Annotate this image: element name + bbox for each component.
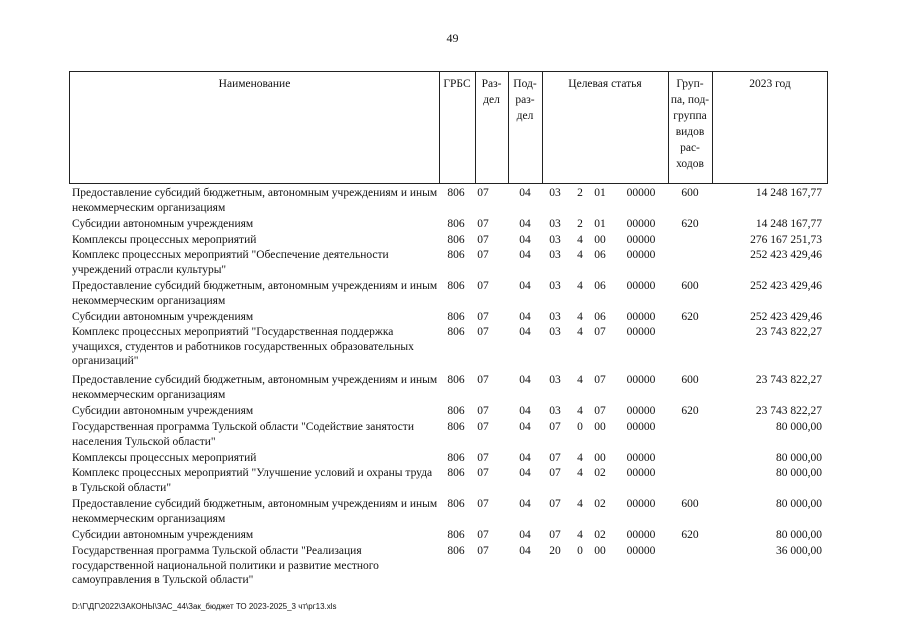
row-amount: 252 423 429,46 [750,280,822,292]
row-grbs: 806 [447,326,465,338]
row-vr: 620 [681,529,699,541]
row-cs1: 07 [549,529,561,541]
row-amount: 276 167 251,73 [750,234,822,246]
row-amount: 80 000,00 [776,498,822,510]
row-name: Комплекс процессных мероприятий "Обеспечение деятельности учреждений отрасли культуры" [72,249,389,276]
row-cs4: 00000 [626,326,656,338]
row-name: Предоставление субсидий бюджетным, автономным учреждениям и иным некоммерческим организациям [72,280,438,307]
header-target: Целевая статья [568,78,642,90]
table-header [69,71,828,184]
row-pr: 04 [519,311,531,323]
row-amount: 80 000,00 [776,421,822,433]
row-cs2: 0 [577,421,583,433]
row-amount: 36 000,00 [776,545,822,557]
row-cs1: 03 [549,187,561,199]
row-cs4: 00000 [626,374,656,386]
row-vr: 620 [681,218,699,230]
row-cs2: 4 [577,326,583,338]
row-cs3: 06 [594,249,606,261]
row-cs4: 00000 [626,421,656,433]
row-name: Комплексы процессных мероприятий [72,234,257,246]
row-pr: 04 [519,280,531,292]
row-cs4: 00000 [626,187,656,199]
row-cs2: 4 [577,249,583,261]
row-rz: 07 [477,187,489,199]
row-cs2: 4 [577,467,583,479]
row-vr: 600 [681,280,699,292]
row-cs3: 07 [594,326,606,338]
row-rz: 07 [477,467,489,479]
row-name: Субсидии автономным учреждениям [72,529,254,541]
row-cs1: 03 [549,249,561,261]
row-cs2: 4 [577,280,583,292]
row-amount: 14 248 167,77 [755,187,822,199]
row-pr: 04 [519,529,531,541]
row-rz: 07 [477,326,489,338]
row-cs4: 00000 [626,529,656,541]
row-cs1: 03 [549,218,561,230]
page-number: 49 [446,31,459,45]
row-name: Комплекс процессных мероприятий "Государственная поддержка учащихся, студентов и работников государственных образовательных организаций" [72,326,414,367]
row-cs3: 07 [594,405,606,417]
row-grbs: 806 [447,498,465,510]
row-rz: 07 [477,421,489,433]
row-cs2: 4 [577,311,583,323]
row-name: Предоставление субсидий бюджетным, автономным учреждениям и иным некоммерческим организациям [72,498,438,525]
row-rz: 07 [477,545,489,557]
row-cs1: 20 [549,545,561,557]
row-cs4: 00000 [626,498,656,510]
row-cs2: 4 [577,234,583,246]
row-grbs: 806 [447,234,465,246]
row-rz: 07 [477,249,489,261]
file-path: D:\Г\ДГ\2022\ЗАКОНЫ\ЗАС_44\Зак_бюджет ТО 2023-2025_3 чт\рг13.xls [72,602,337,611]
row-vr: 600 [681,187,699,199]
row-cs3: 00 [594,234,606,246]
row-cs4: 00000 [626,452,656,464]
row-rz: 07 [477,529,489,541]
row-cs1: 03 [549,405,561,417]
row-cs3: 00 [594,545,606,557]
row-pr: 04 [519,326,531,338]
row-cs2: 4 [577,374,583,386]
row-cs3: 07 [594,374,606,386]
row-cs4: 00000 [626,405,656,417]
row-grbs: 806 [447,529,465,541]
row-cs1: 07 [549,452,561,464]
row-rz: 07 [477,498,489,510]
row-amount: 252 423 429,46 [750,311,822,323]
row-cs2: 4 [577,405,583,417]
header-year: 2023 год [749,78,791,90]
row-cs2: 2 [577,187,583,199]
row-amount: 252 423 429,46 [750,249,822,261]
row-cs3: 01 [594,218,606,230]
row-grbs: 806 [447,187,465,199]
row-cs4: 00000 [626,467,656,479]
row-cs4: 00000 [626,545,656,557]
row-name: Комплексы процессных мероприятий [72,452,257,464]
row-vr: 600 [681,498,699,510]
header-grbs: ГРБС [443,78,471,90]
row-cs3: 02 [594,498,606,510]
row-rz: 07 [477,234,489,246]
row-pr: 04 [519,467,531,479]
row-rz: 07 [477,405,489,417]
row-rz: 07 [477,218,489,230]
row-amount: 80 000,00 [776,452,822,464]
row-amount: 23 743 822,27 [755,326,822,338]
row-pr: 04 [519,187,531,199]
row-name: Государственная программа Тульской области "Содействие занятости населения Тульской области" [72,421,414,448]
row-cs2: 4 [577,452,583,464]
row-name: Субсидии автономным учреждениям [72,218,254,230]
row-pr: 04 [519,374,531,386]
row-cs2: 4 [577,529,583,541]
row-cs1: 03 [549,326,561,338]
row-cs1: 03 [549,311,561,323]
row-name: Комплекс процессных мероприятий "Улучшение условий и охраны труда в Тульской области" [72,467,433,494]
row-grbs: 806 [447,374,465,386]
row-grbs: 806 [447,405,465,417]
header-podrazdel: Под- раз- дел [513,78,537,122]
row-pr: 04 [519,234,531,246]
row-cs2: 4 [577,498,583,510]
row-vr: 620 [681,311,699,323]
row-cs4: 00000 [626,218,656,230]
row-grbs: 806 [447,467,465,479]
row-name: Субсидии автономным учреждениям [72,311,254,323]
row-pr: 04 [519,249,531,261]
header-razdel: Раз- дел [481,78,502,106]
row-cs4: 00000 [626,280,656,292]
row-cs3: 06 [594,311,606,323]
row-name: Предоставление субсидий бюджетным, автономным учреждениям и иным некоммерческим организациям [72,374,438,401]
row-amount: 23 743 822,27 [755,374,822,386]
row-cs3: 02 [594,467,606,479]
row-cs3: 06 [594,280,606,292]
row-pr: 04 [519,405,531,417]
row-pr: 04 [519,421,531,433]
row-cs1: 03 [549,374,561,386]
row-cs3: 00 [594,452,606,464]
row-grbs: 806 [447,421,465,433]
row-amount: 23 743 822,27 [755,405,822,417]
row-cs4: 00000 [626,311,656,323]
row-vr: 620 [681,405,699,417]
header-name: Наименование [218,78,291,90]
row-grbs: 806 [447,218,465,230]
row-cs1: 03 [549,280,561,292]
row-rz: 07 [477,280,489,292]
row-grbs: 806 [447,545,465,557]
row-grbs: 806 [447,249,465,261]
row-amount: 14 248 167,77 [755,218,822,230]
row-cs3: 02 [594,529,606,541]
row-rz: 07 [477,452,489,464]
header-group: Груп- па, под- группа видов рас- ходов [670,78,710,170]
row-pr: 04 [519,498,531,510]
row-name: Предоставление субсидий бюджетным, автономным учреждениям и иным некоммерческим организациям [72,187,438,214]
row-grbs: 806 [447,311,465,323]
row-name: Государственная программа Тульской области "Реализация государственной национальной политики и развитие местного самоуправления в Тульской области" [72,545,379,586]
row-grbs: 806 [447,280,465,292]
row-pr: 04 [519,218,531,230]
row-cs4: 00000 [626,249,656,261]
row-name: Субсидии автономным учреждениям [72,405,254,417]
row-cs2: 2 [577,218,583,230]
row-cs1: 07 [549,467,561,479]
row-pr: 04 [519,545,531,557]
row-cs1: 07 [549,498,561,510]
row-vr: 600 [681,374,699,386]
row-cs1: 03 [549,234,561,246]
row-grbs: 806 [447,452,465,464]
row-rz: 07 [477,311,489,323]
row-amount: 80 000,00 [776,529,822,541]
row-pr: 04 [519,452,531,464]
row-cs2: 0 [577,545,583,557]
row-cs4: 00000 [626,234,656,246]
row-cs3: 00 [594,421,606,433]
row-amount: 80 000,00 [776,467,822,479]
row-rz: 07 [477,374,489,386]
row-cs3: 01 [594,187,606,199]
row-cs1: 07 [549,421,561,433]
